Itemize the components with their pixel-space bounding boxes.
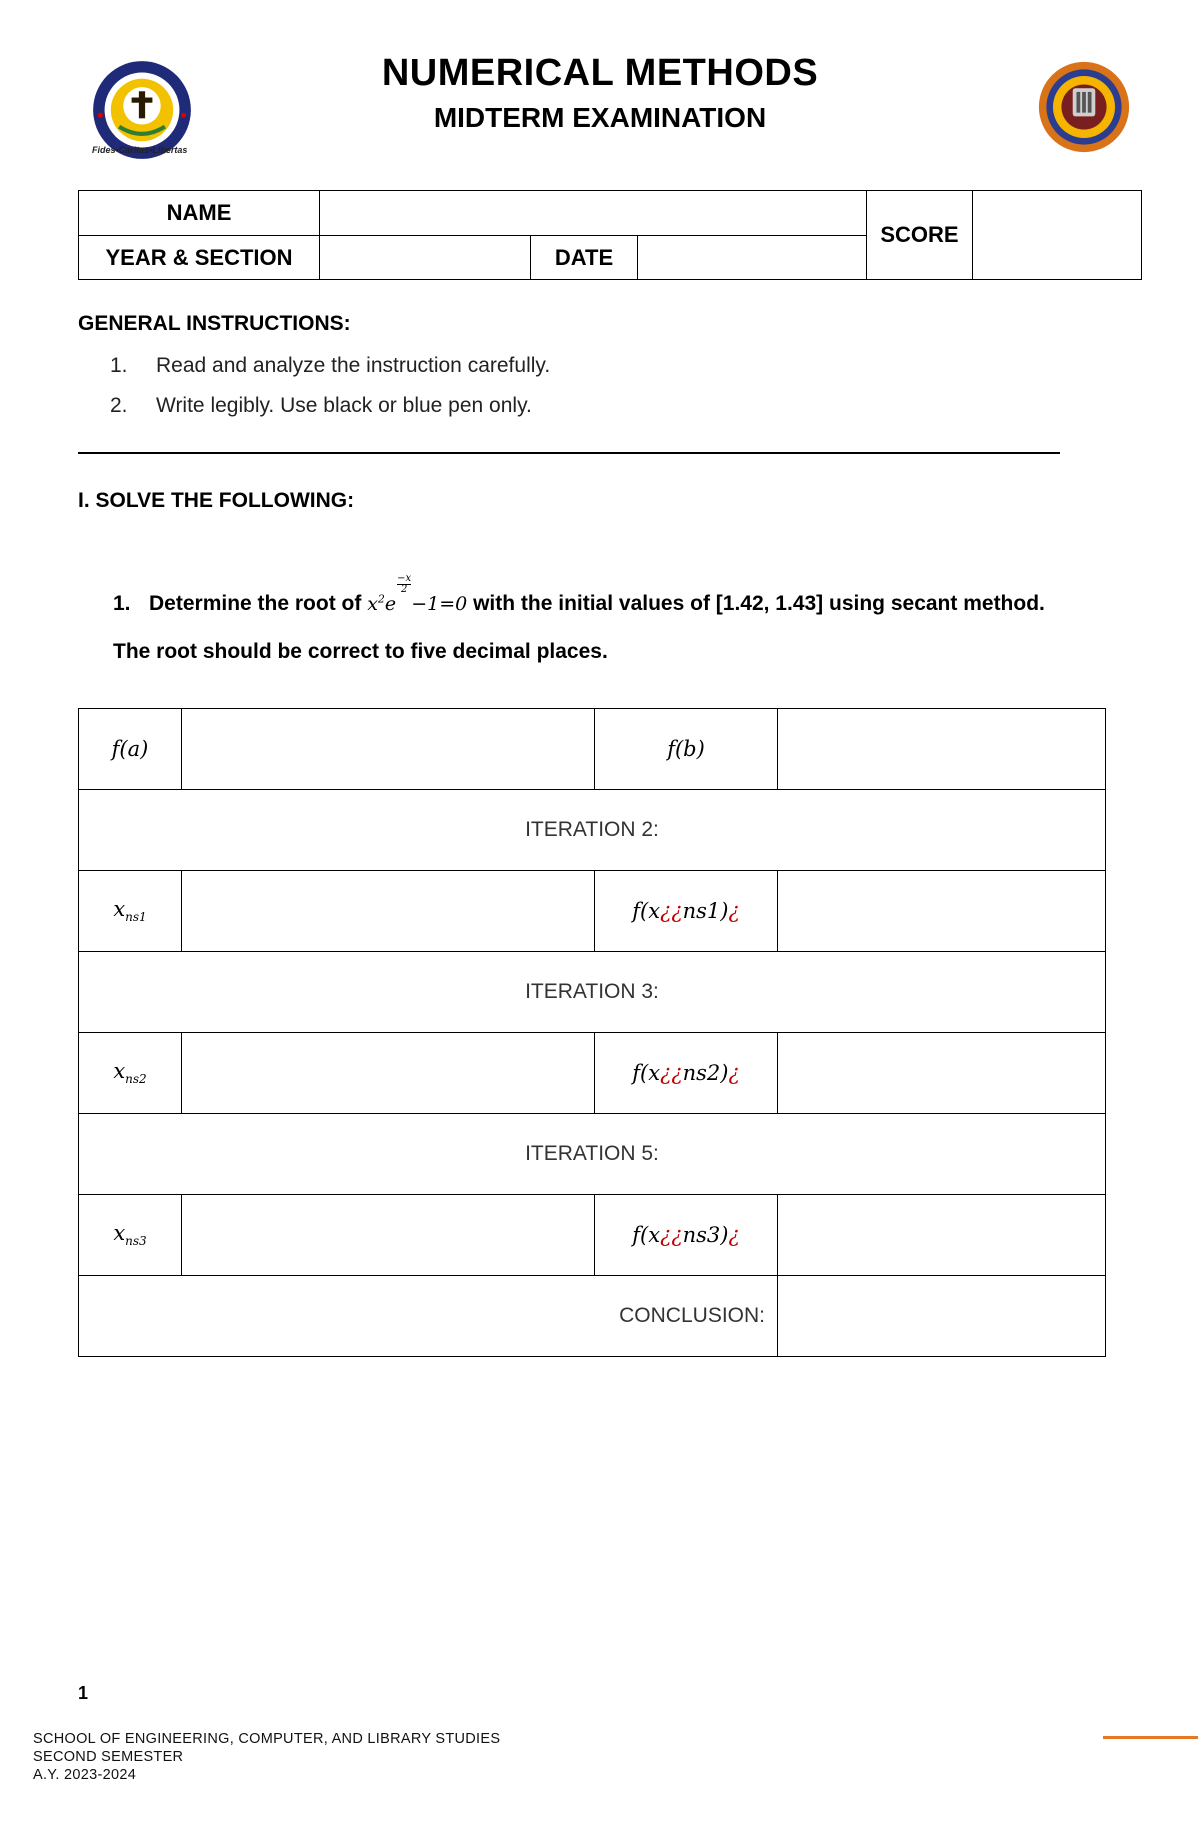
instructions-heading: GENERAL INSTRUCTIONS: [78, 312, 351, 335]
iteration-5-label: ITERATION 5: [79, 1114, 1106, 1195]
score-field[interactable] [973, 191, 1142, 280]
fx-ns2-answer-field[interactable] [778, 1033, 1106, 1114]
work-table [78, 708, 1106, 1357]
name-field[interactable] [320, 191, 867, 236]
logo-caption: Fides•Caritas•Libertas [92, 145, 188, 155]
x-ns2-answer-field[interactable] [182, 1033, 595, 1114]
equation: $x^2e$ $\frac{-x}{2}$ −1=0 [367, 573, 468, 615]
instruction-text: Read and analyze the instruction carefully. [156, 354, 551, 377]
question-text-after: with the initial values of [1.42, 1.43] using secant method. The root should be correct to five decimal places. [113, 592, 1045, 663]
fx-ns1-answer-field[interactable] [778, 871, 1106, 952]
instruction-text: Write legibly. Use black or blue pen only. [156, 394, 532, 417]
instruction-number: 1. [110, 354, 128, 377]
x-ns1-label: $x_{ns1}$ [79, 871, 182, 952]
score-label: SCORE [867, 191, 973, 280]
fb-answer-field[interactable] [778, 709, 1106, 790]
year-section-field[interactable] [320, 236, 531, 280]
fx-ns3-label: f(x¿¿ns3)¿ [595, 1195, 778, 1276]
footer-accent-line [1103, 1736, 1198, 1739]
x-ns3-answer-field[interactable] [182, 1195, 595, 1276]
engineering-school-logo [1037, 60, 1131, 154]
x-ns2-label: $x_{ns2}$ [79, 1033, 182, 1114]
question-number: 1. [113, 592, 131, 615]
footer [33, 1730, 500, 1784]
section-divider [78, 452, 1060, 454]
conclusion-label: CONCLUSION: [79, 1276, 778, 1357]
exam-subtitle: MIDTERM EXAMINATION [433, 102, 767, 133]
fb-label: f(b) [595, 709, 778, 790]
iteration-3-label: ITERATION 3: [79, 952, 1106, 1033]
exam-title: NUMERICAL METHODS [381, 52, 819, 94]
x-ns1-answer-field[interactable] [182, 871, 595, 952]
date-label: DATE [531, 236, 638, 279]
page-number: 1 [78, 1683, 89, 1703]
x-ns3-label: $x_{ns3}$ [79, 1195, 182, 1276]
iteration-2-label: ITERATION 2: [79, 790, 1106, 871]
footer-school: SCHOOL OF ENGINEERING, COMPUTER, AND LIBRARY STUDIES [33, 1731, 501, 1747]
student-info-table [78, 190, 1142, 280]
instruction-item [110, 394, 532, 418]
year-section-label: YEAR & SECTION [79, 236, 320, 280]
fa-answer-field[interactable] [182, 709, 595, 790]
date-field[interactable] [638, 236, 867, 279]
fx-ns2-label: f(x¿¿ns2)¿ [595, 1033, 778, 1114]
footer-semester: SECOND SEMESTER [33, 1749, 184, 1765]
question-1 [113, 574, 1073, 676]
fa-label: f(a) [79, 709, 182, 790]
question-text-before: Determine the root of [149, 592, 362, 615]
name-label: NAME [79, 191, 320, 236]
conclusion-answer-field[interactable] [778, 1276, 1106, 1357]
instruction-number: 2. [110, 394, 128, 417]
section-heading: I. SOLVE THE FOLLOWING: [78, 489, 355, 512]
fx-ns3-answer-field[interactable] [778, 1195, 1106, 1276]
fx-ns1-label: f(x¿¿ns1)¿ [595, 871, 778, 952]
instruction-item [110, 354, 550, 378]
footer-academic-year: A.Y. 2023-2024 [33, 1767, 137, 1783]
